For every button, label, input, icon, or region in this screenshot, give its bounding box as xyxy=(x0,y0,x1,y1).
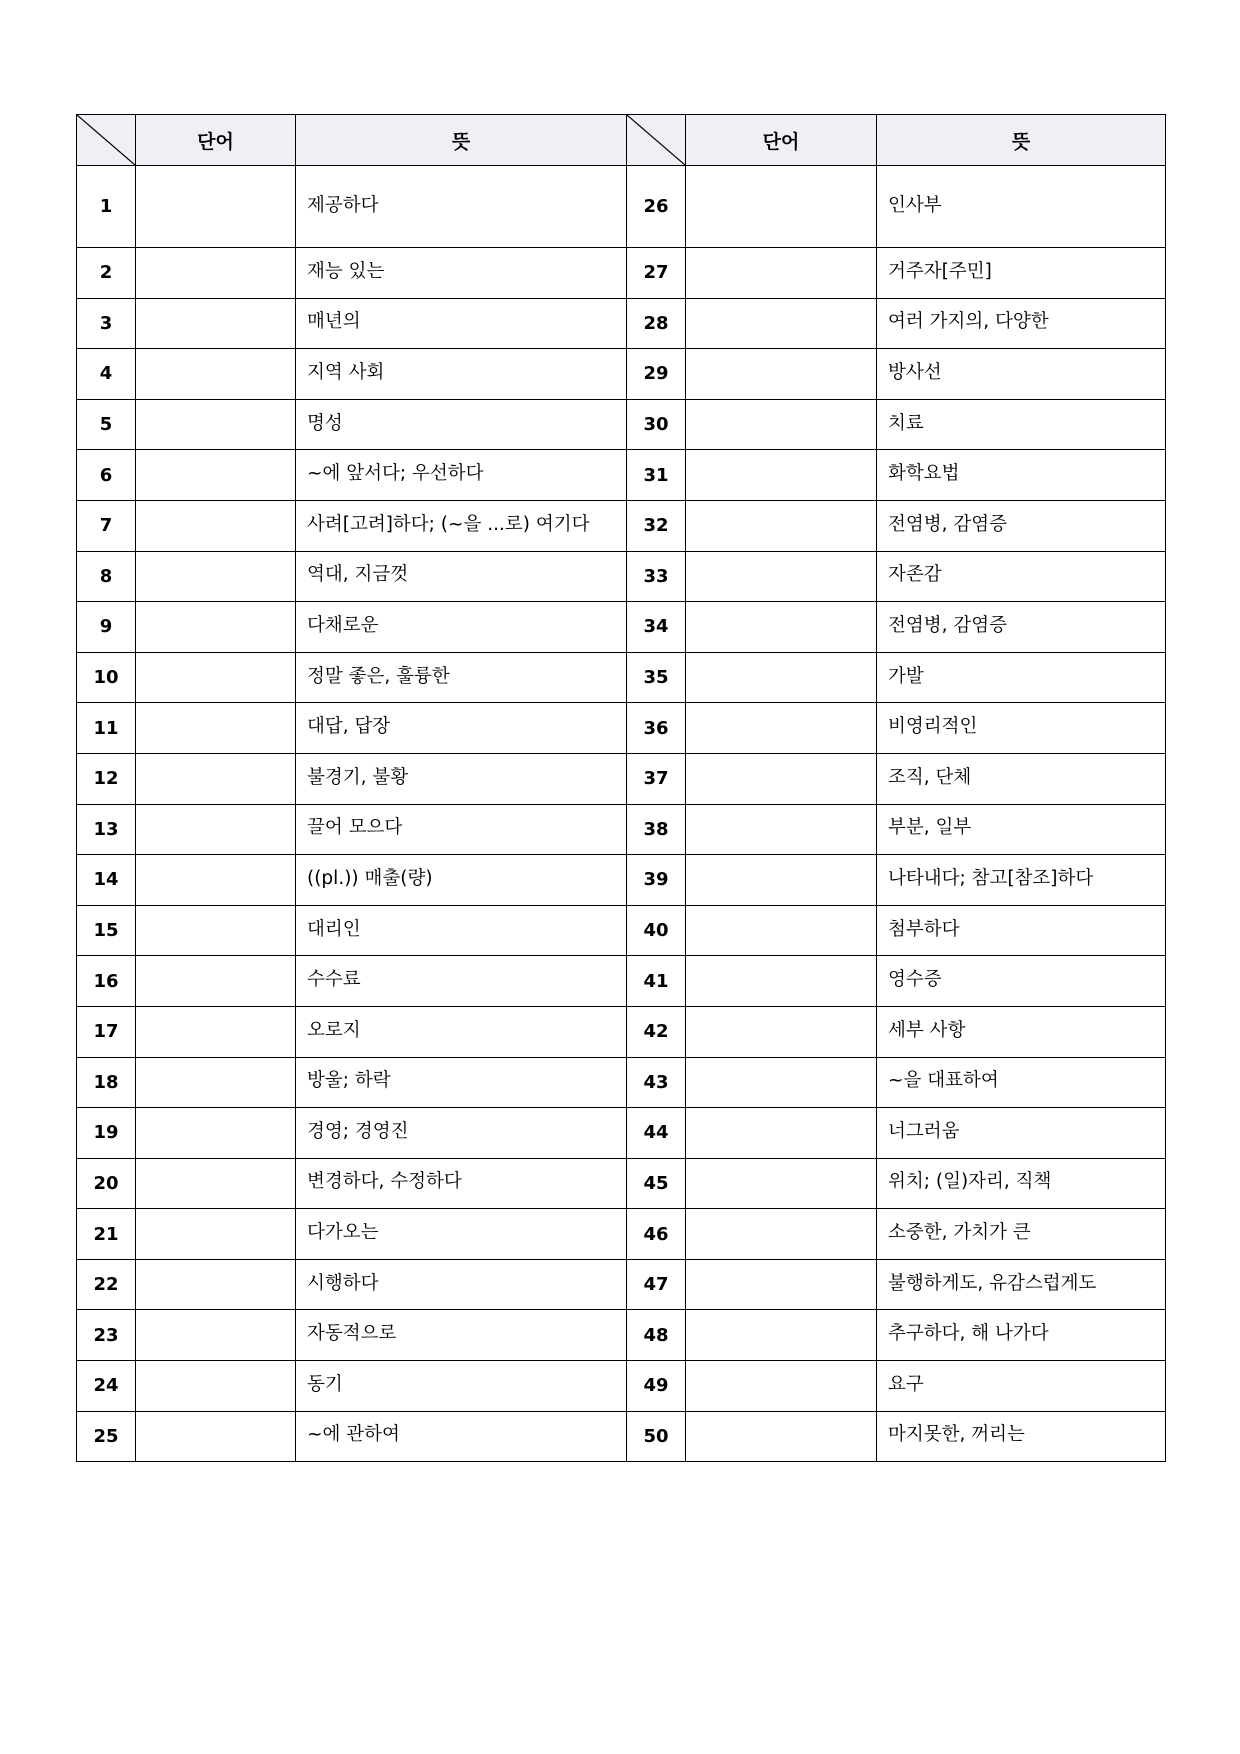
table-row xyxy=(77,855,1166,906)
item-number-left: 13 xyxy=(77,804,136,855)
meaning-text: 가발 xyxy=(888,665,924,687)
meaning-text: 거주자[주민] xyxy=(888,260,992,282)
corner-diagonal-cell-right xyxy=(627,115,686,166)
item-number-left: 6 xyxy=(77,450,136,501)
word-blank-right[interactable] xyxy=(686,450,877,501)
word-blank-right[interactable] xyxy=(686,703,877,754)
word-blank-left[interactable] xyxy=(136,703,296,754)
word-blank-left[interactable] xyxy=(136,855,296,906)
meaning-left xyxy=(296,1411,627,1462)
meaning-text: 나타내다; 참고[참조]하다 xyxy=(888,867,1094,889)
word-blank-left[interactable] xyxy=(136,1158,296,1209)
word-blank-left[interactable] xyxy=(136,1209,296,1260)
table-row xyxy=(77,1057,1166,1108)
meaning-left xyxy=(296,703,627,754)
table-row xyxy=(77,753,1166,804)
word-blank-right[interactable] xyxy=(686,753,877,804)
word-blank-right[interactable] xyxy=(686,1310,877,1361)
item-number-left: 22 xyxy=(77,1259,136,1310)
meaning-text: 전염병, 감염증 xyxy=(888,513,1007,535)
meaning-right xyxy=(877,399,1166,450)
meaning-text: 불경기, 불황 xyxy=(307,766,409,788)
meaning-text: 대리인 xyxy=(307,918,361,940)
meaning-text: 매년의 xyxy=(307,311,361,333)
word-blank-left[interactable] xyxy=(136,1310,296,1361)
meaning-text: 방사선 xyxy=(888,361,942,383)
word-blank-left[interactable] xyxy=(136,602,296,653)
meaning-text: 오로지 xyxy=(307,1019,361,1041)
item-number-right: 50 xyxy=(627,1411,686,1462)
word-blank-right[interactable] xyxy=(686,248,877,299)
item-number-left: 21 xyxy=(77,1209,136,1260)
item-number-right: 38 xyxy=(627,804,686,855)
item-number-left: 7 xyxy=(77,500,136,551)
table-row xyxy=(77,166,1166,248)
meaning-text: 방울; 하락 xyxy=(307,1070,391,1092)
meaning-left xyxy=(296,1310,627,1361)
word-blank-right[interactable] xyxy=(686,855,877,906)
word-blank-left[interactable] xyxy=(136,905,296,956)
meaning-text: 추구하다, 해 나가다 xyxy=(888,1323,1049,1345)
meaning-right xyxy=(877,652,1166,703)
item-number-right: 44 xyxy=(627,1108,686,1159)
item-number-right: 34 xyxy=(627,602,686,653)
item-number-left: 2 xyxy=(77,248,136,299)
item-number-left: 8 xyxy=(77,551,136,602)
meaning-text: 전염병, 감염증 xyxy=(888,614,1007,636)
meaning-right xyxy=(877,1411,1166,1462)
word-blank-left[interactable] xyxy=(136,1411,296,1462)
meaning-left xyxy=(296,1057,627,1108)
word-blank-right[interactable] xyxy=(686,1057,877,1108)
meaning-text: 세부 사항 xyxy=(888,1019,966,1041)
meaning-text: 비영리적인 xyxy=(888,716,978,738)
meaning-text: 위치; (일)자리, 직책 xyxy=(888,1171,1052,1193)
item-number-left: 25 xyxy=(77,1411,136,1462)
diagonal-line xyxy=(627,115,685,165)
item-number-left: 20 xyxy=(77,1158,136,1209)
table-row xyxy=(77,551,1166,602)
meaning-text: 변경하다, 수정하다 xyxy=(307,1171,462,1193)
meaning-right xyxy=(877,1310,1166,1361)
meaning-left xyxy=(296,500,627,551)
word-blank-right[interactable] xyxy=(686,1259,877,1310)
table-row xyxy=(77,1006,1166,1057)
table-row xyxy=(77,905,1166,956)
meaning-right xyxy=(877,804,1166,855)
table-row xyxy=(77,1411,1166,1462)
table-row xyxy=(77,450,1166,501)
word-blank-left[interactable] xyxy=(136,1057,296,1108)
meaning-left xyxy=(296,298,627,349)
table-row xyxy=(77,1310,1166,1361)
table-row xyxy=(77,1259,1166,1310)
meaning-text: 부분, 일부 xyxy=(888,817,972,839)
word-blank-left[interactable] xyxy=(136,804,296,855)
meaning-left xyxy=(296,753,627,804)
table-row xyxy=(77,248,1166,299)
word-blank-left[interactable] xyxy=(136,1361,296,1412)
meaning-text: ((pl.)) 매출(량) xyxy=(307,867,433,889)
meaning-right xyxy=(877,855,1166,906)
meaning-text: 마지못한, 꺼리는 xyxy=(888,1424,1025,1446)
word-header-left: 단어 xyxy=(136,115,296,166)
word-blank-left[interactable] xyxy=(136,500,296,551)
item-number-left: 23 xyxy=(77,1310,136,1361)
meaning-right xyxy=(877,298,1166,349)
meaning-left xyxy=(296,349,627,400)
item-number-right: 33 xyxy=(627,551,686,602)
meaning-text: 첨부하다 xyxy=(888,918,960,940)
word-blank-right[interactable] xyxy=(686,1209,877,1260)
meaning-left xyxy=(296,1158,627,1209)
meaning-text: 치료 xyxy=(888,412,924,434)
meaning-left xyxy=(296,551,627,602)
word-blank-left[interactable] xyxy=(136,450,296,501)
meaning-right xyxy=(877,166,1166,248)
word-blank-right[interactable] xyxy=(686,166,877,248)
meaning-text: 끌어 모으다 xyxy=(307,817,403,839)
item-number-left: 10 xyxy=(77,652,136,703)
word-blank-right[interactable] xyxy=(686,1411,877,1462)
item-number-left: 15 xyxy=(77,905,136,956)
table-row xyxy=(77,399,1166,450)
item-number-left: 19 xyxy=(77,1108,136,1159)
meaning-right xyxy=(877,1006,1166,1057)
meaning-text: 제공하다 xyxy=(307,194,379,216)
word-blank-right[interactable] xyxy=(686,1006,877,1057)
meaning-right xyxy=(877,1209,1166,1260)
item-number-right: 39 xyxy=(627,855,686,906)
item-number-right: 46 xyxy=(627,1209,686,1260)
meaning-right xyxy=(877,703,1166,754)
meaning-right xyxy=(877,956,1166,1007)
table-header-row xyxy=(77,115,1166,166)
meaning-text: 자존감 xyxy=(888,564,942,586)
item-number-left: 9 xyxy=(77,602,136,653)
meaning-text: 대답, 답장 xyxy=(307,716,391,738)
meaning-right xyxy=(877,1108,1166,1159)
item-number-right: 40 xyxy=(627,905,686,956)
word-blank-left[interactable] xyxy=(136,1006,296,1057)
item-number-right: 35 xyxy=(627,652,686,703)
meaning-text: 재능 있는 xyxy=(307,260,385,282)
meaning-text: 여러 가지의, 다양한 xyxy=(888,311,1049,333)
meaning-left xyxy=(296,602,627,653)
item-number-left: 1 xyxy=(77,166,136,248)
meaning-left xyxy=(296,1108,627,1159)
meaning-text: 조직, 단체 xyxy=(888,766,972,788)
meaning-left xyxy=(296,450,627,501)
meaning-text: 명성 xyxy=(307,412,343,434)
meaning-right xyxy=(877,450,1166,501)
meaning-text: 역대, 지금껏 xyxy=(307,564,409,586)
meaning-text: ~에 앞서다; 우선하다 xyxy=(307,463,484,485)
table-row xyxy=(77,298,1166,349)
meaning-right xyxy=(877,905,1166,956)
meaning-text: 화학요법 xyxy=(888,463,960,485)
meaning-right xyxy=(877,349,1166,400)
word-header-right: 단어 xyxy=(686,115,877,166)
item-number-right: 47 xyxy=(627,1259,686,1310)
meaning-text: 경영; 경영진 xyxy=(307,1120,409,1142)
word-blank-left[interactable] xyxy=(136,349,296,400)
word-blank-right[interactable] xyxy=(686,804,877,855)
word-blank-right[interactable] xyxy=(686,298,877,349)
meaning-right xyxy=(877,602,1166,653)
meaning-text: 자동적으로 xyxy=(307,1323,397,1345)
meaning-left xyxy=(296,1361,627,1412)
table-row xyxy=(77,956,1166,1007)
table-row xyxy=(77,804,1166,855)
word-blank-right[interactable] xyxy=(686,1108,877,1159)
table-row xyxy=(77,349,1166,400)
word-blank-left[interactable] xyxy=(136,298,296,349)
meaning-text: 동기 xyxy=(307,1373,343,1395)
word-blank-right[interactable] xyxy=(686,1158,877,1209)
word-blank-left[interactable] xyxy=(136,956,296,1007)
meaning-text: 정말 좋은, 훌륭한 xyxy=(307,665,450,687)
meaning-text: 불행하게도, 유감스럽게도 xyxy=(888,1272,1097,1294)
table-row xyxy=(77,602,1166,653)
table-row xyxy=(77,652,1166,703)
item-number-right: 27 xyxy=(627,248,686,299)
meaning-text: 다채로운 xyxy=(307,614,379,636)
item-number-left: 12 xyxy=(77,753,136,804)
meaning-left xyxy=(296,956,627,1007)
word-blank-left[interactable] xyxy=(136,1259,296,1310)
meaning-left xyxy=(296,652,627,703)
item-number-right: 41 xyxy=(627,956,686,1007)
meaning-text: 소중한, 가치가 큰 xyxy=(888,1222,1031,1244)
word-blank-left[interactable] xyxy=(136,399,296,450)
item-number-left: 14 xyxy=(77,855,136,906)
table-row xyxy=(77,500,1166,551)
meaning-text: 요구 xyxy=(888,1373,924,1395)
word-blank-left[interactable] xyxy=(136,753,296,804)
meaning-left xyxy=(296,248,627,299)
meaning-right xyxy=(877,753,1166,804)
item-number-right: 32 xyxy=(627,500,686,551)
item-number-left: 17 xyxy=(77,1006,136,1057)
word-blank-left[interactable] xyxy=(136,166,296,248)
item-number-left: 3 xyxy=(77,298,136,349)
word-blank-right[interactable] xyxy=(686,399,877,450)
diagonal-line xyxy=(77,115,135,165)
meaning-right xyxy=(877,1259,1166,1310)
meaning-text: 인사부 xyxy=(888,194,942,216)
item-number-right: 43 xyxy=(627,1057,686,1108)
word-blank-right[interactable] xyxy=(686,956,877,1007)
item-number-left: 16 xyxy=(77,956,136,1007)
item-number-right: 31 xyxy=(627,450,686,501)
word-blank-right[interactable] xyxy=(686,551,877,602)
item-number-right: 49 xyxy=(627,1361,686,1412)
item-number-left: 11 xyxy=(77,703,136,754)
item-number-right: 26 xyxy=(627,166,686,248)
meaning-text: 수수료 xyxy=(307,969,361,991)
meaning-right xyxy=(877,1361,1166,1412)
meaning-right xyxy=(877,551,1166,602)
meaning-text: 사려[고려]하다; (~을 ...로) 여기다 xyxy=(307,513,590,535)
meaning-left xyxy=(296,855,627,906)
meaning-left xyxy=(296,905,627,956)
item-number-left: 24 xyxy=(77,1361,136,1412)
meaning-text: 다가오는 xyxy=(307,1222,379,1244)
meaning-header-left: 뜻 xyxy=(296,115,627,166)
item-number-right: 37 xyxy=(627,753,686,804)
item-number-right: 45 xyxy=(627,1158,686,1209)
meaning-left xyxy=(296,1209,627,1260)
table-row xyxy=(77,1209,1166,1260)
word-blank-left[interactable] xyxy=(136,1108,296,1159)
word-blank-right[interactable] xyxy=(686,602,877,653)
word-blank-right[interactable] xyxy=(686,349,877,400)
word-blank-left[interactable] xyxy=(136,248,296,299)
meaning-left xyxy=(296,166,627,248)
item-number-left: 4 xyxy=(77,349,136,400)
item-number-left: 18 xyxy=(77,1057,136,1108)
word-blank-right[interactable] xyxy=(686,652,877,703)
meaning-left xyxy=(296,804,627,855)
word-blank-left[interactable] xyxy=(136,652,296,703)
item-number-right: 36 xyxy=(627,703,686,754)
word-blank-right[interactable] xyxy=(686,905,877,956)
item-number-right: 42 xyxy=(627,1006,686,1057)
word-blank-left[interactable] xyxy=(136,551,296,602)
meaning-right xyxy=(877,1158,1166,1209)
item-number-right: 28 xyxy=(627,298,686,349)
meaning-text: 영수증 xyxy=(888,969,942,991)
word-blank-right[interactable] xyxy=(686,500,877,551)
meaning-left xyxy=(296,1006,627,1057)
item-number-right: 29 xyxy=(627,349,686,400)
meaning-right xyxy=(877,248,1166,299)
item-number-right: 30 xyxy=(627,399,686,450)
vocabulary-table xyxy=(76,114,1166,1462)
table-row xyxy=(77,1158,1166,1209)
meaning-left xyxy=(296,399,627,450)
meaning-text: ~을 대표하여 xyxy=(888,1070,999,1092)
meaning-right xyxy=(877,500,1166,551)
meaning-header-right: 뜻 xyxy=(877,115,1166,166)
meaning-right xyxy=(877,1057,1166,1108)
table-row xyxy=(77,1361,1166,1412)
table-row xyxy=(77,1108,1166,1159)
meaning-left xyxy=(296,1259,627,1310)
meaning-text: 시행하다 xyxy=(307,1272,379,1294)
vocabulary-rows xyxy=(77,166,1166,1462)
meaning-text: 지역 사회 xyxy=(307,361,385,383)
item-number-left: 5 xyxy=(77,399,136,450)
item-number-right: 48 xyxy=(627,1310,686,1361)
corner-diagonal-cell-left xyxy=(77,115,136,166)
word-blank-right[interactable] xyxy=(686,1361,877,1412)
table-row xyxy=(77,703,1166,754)
meaning-text: 너그러움 xyxy=(888,1120,960,1142)
meaning-text: ~에 관하여 xyxy=(307,1424,400,1446)
